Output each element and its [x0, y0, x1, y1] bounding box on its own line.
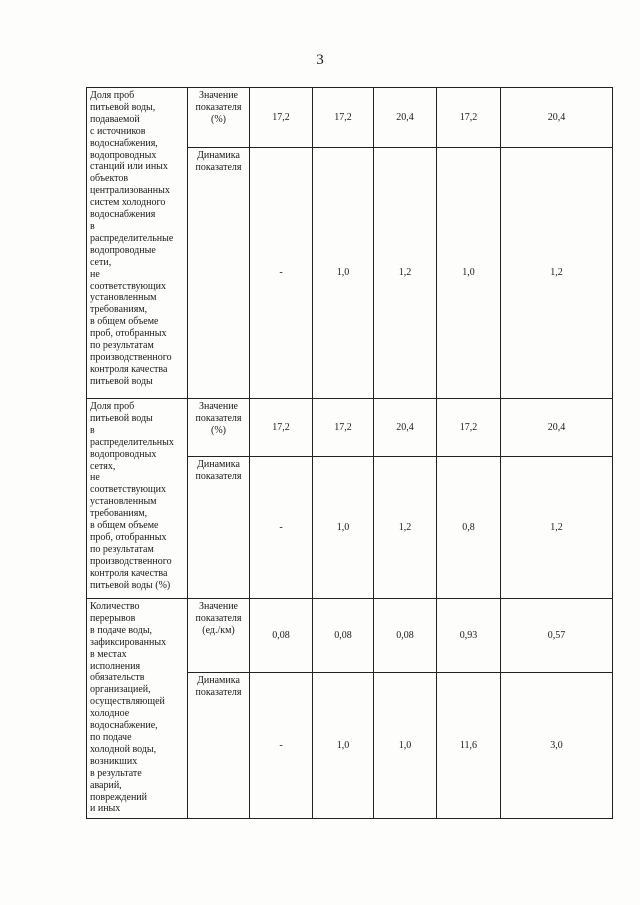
indicator-name-line: водоснабжения,	[90, 137, 158, 149]
indicator-name-line: подаваемой	[90, 113, 140, 125]
indicator-name-line: в	[90, 424, 95, 436]
indicator-name-line: производственного	[90, 555, 172, 567]
indicator-name-line: сетях,	[90, 460, 116, 472]
indicator-name-line: станций или иных	[90, 161, 168, 173]
value-label-line: Значение	[198, 401, 238, 412]
value-label-line: показателя	[195, 612, 242, 624]
dynamics-cell: 1,0	[313, 457, 374, 599]
dynamics-label-line: Динамика	[197, 675, 240, 686]
dynamics-label-cell	[188, 457, 250, 599]
indicator-name-line: производственного	[90, 351, 172, 363]
dynamics-label-line: показателя	[195, 161, 242, 173]
dynamics-cell: 1,0	[313, 148, 374, 399]
value-cell: 20,4	[501, 399, 613, 457]
indicator-name-line: по подаче	[90, 731, 132, 743]
dynamics-cell: 3,0	[501, 673, 613, 819]
indicator-name-cell	[87, 599, 188, 819]
value-cell: 17,2	[250, 399, 313, 457]
value-cell: 0,08	[374, 599, 437, 673]
indicators-table	[86, 87, 613, 819]
dynamics-cell: 1,0	[437, 148, 501, 399]
indicator-name-line: водопроводных	[90, 149, 157, 161]
value-label-line: Значение	[198, 601, 238, 612]
dynamics-cell: 1,2	[501, 148, 613, 399]
value-cell: 17,2	[250, 88, 313, 148]
indicator-name-line: организацией,	[90, 684, 151, 696]
value-label-cell	[188, 599, 250, 673]
indicator-name-line: водопроводных	[90, 448, 157, 460]
indicator-name-line: установленным	[90, 496, 157, 508]
table-row	[87, 399, 613, 457]
indicator-name-line: распределительные	[90, 232, 174, 244]
value-cell: 17,2	[313, 88, 374, 148]
indicator-name-line: Доля проб	[90, 401, 135, 412]
indicator-name-line: в результате	[90, 767, 142, 779]
dynamics-label-cell	[188, 673, 250, 819]
indicator-name-line: возникших	[90, 755, 138, 767]
indicator-name-line: в	[90, 220, 95, 232]
indicator-name-line: по результатам	[90, 340, 154, 352]
indicator-name-line: централизованных	[90, 185, 170, 197]
indicator-name-line: требованиям,	[90, 508, 148, 520]
indicator-name-cell	[87, 399, 188, 599]
indicator-name-line: распределительных	[90, 436, 174, 448]
indicator-name-line: требованиям,	[90, 304, 148, 316]
dynamics-label-line: показателя	[195, 470, 242, 482]
indicator-name-line: не	[90, 472, 100, 484]
indicator-name-cell	[87, 88, 188, 399]
value-cell: 0,08	[250, 599, 313, 673]
indicator-name-line: питьевой воды,	[90, 101, 156, 113]
indicator-name-line: объектов	[90, 173, 129, 185]
value-label-cell	[188, 399, 250, 457]
dynamics-cell: 1,0	[313, 673, 374, 819]
indicator-name-line: в общем объеме	[90, 316, 159, 328]
value-cell: 0,08	[313, 599, 374, 673]
indicator-name-line: Доля проб	[90, 90, 135, 101]
value-label-line: показателя	[195, 101, 242, 113]
indicator-name-line: сети,	[90, 256, 112, 268]
indicator-name-line: аварий,	[90, 779, 122, 791]
table-row	[87, 599, 613, 673]
page-number: 3	[316, 52, 324, 68]
indicator-name-line: не	[90, 268, 100, 280]
dynamics-cell: 11,6	[437, 673, 501, 819]
indicator-name-line: холодной воды,	[90, 743, 157, 755]
indicator-name-line: зафиксированных	[90, 636, 167, 648]
dynamics-cell: 1,2	[501, 457, 613, 599]
value-label-line: (%)	[211, 424, 226, 436]
indicator-name-line: проб, отобранных	[90, 328, 167, 340]
indicator-name-line: в общем объеме	[90, 520, 159, 532]
value-label-cell	[188, 88, 250, 148]
dynamics-cell: -	[250, 457, 313, 599]
indicator-name-line: осуществляющей	[90, 696, 165, 708]
indicator-name-line: контроля качества	[90, 363, 168, 375]
indicator-name-line: питьевой воды	[90, 412, 153, 424]
indicator-name-line: питьевой воды (%)	[90, 579, 171, 591]
indicator-name-line: перерывов	[90, 612, 136, 624]
value-label-line: (ед./км)	[202, 624, 235, 636]
dynamics-label-line: Динамика	[197, 150, 240, 161]
value-label-line: показателя	[195, 412, 242, 424]
table-row	[87, 88, 613, 148]
indicator-name-line: соответствующих	[90, 280, 166, 292]
value-cell: 20,4	[374, 399, 437, 457]
indicator-name-line: в местах	[90, 648, 127, 660]
indicator-name-line: повреждений	[90, 791, 148, 803]
dynamics-label-line: Динамика	[197, 459, 240, 470]
dynamics-cell: 1,2	[374, 457, 437, 599]
indicator-name-line: водоснабжение,	[90, 720, 158, 732]
indicator-name-line: Количество	[90, 601, 140, 612]
value-cell: 17,2	[437, 88, 501, 148]
value-label-line: Значение	[198, 90, 238, 101]
indicator-name-line: в подаче воды,	[90, 624, 153, 636]
dynamics-cell: -	[250, 673, 313, 819]
indicator-name-line: холодное	[90, 708, 130, 720]
value-label-line: (%)	[211, 113, 226, 125]
indicator-name-line: установленным	[90, 292, 157, 304]
value-cell: 20,4	[374, 88, 437, 148]
indicator-name-line: проб, отобранных	[90, 531, 167, 543]
indicator-name-line: по результатам	[90, 543, 154, 555]
value-cell: 0,57	[501, 599, 613, 673]
indicator-name-line: систем холодного	[90, 197, 166, 209]
value-cell: 17,2	[437, 399, 501, 457]
dynamics-label-cell	[188, 148, 250, 399]
value-cell: 17,2	[313, 399, 374, 457]
dynamics-cell: 1,0	[374, 673, 437, 819]
dynamics-label-line: показателя	[195, 686, 242, 698]
indicator-name-line: и иных	[90, 803, 121, 815]
indicator-name-line: исполнения	[90, 660, 141, 672]
dynamics-cell: 1,2	[374, 148, 437, 399]
value-cell: 0,93	[437, 599, 501, 673]
indicator-name-line: водоснабжения	[90, 209, 156, 221]
dynamics-cell: 0,8	[437, 457, 501, 599]
indicator-name-line: с источников	[90, 125, 146, 137]
indicator-name-line: питьевой воды	[90, 375, 153, 387]
indicator-name-line: соответствующих	[90, 484, 166, 496]
indicator-name-line: контроля качества	[90, 567, 168, 579]
dynamics-cell: -	[250, 148, 313, 399]
indicator-name-line: водопроводные	[90, 244, 156, 256]
value-cell: 20,4	[501, 88, 613, 148]
indicator-name-line: обязательств	[90, 672, 145, 684]
